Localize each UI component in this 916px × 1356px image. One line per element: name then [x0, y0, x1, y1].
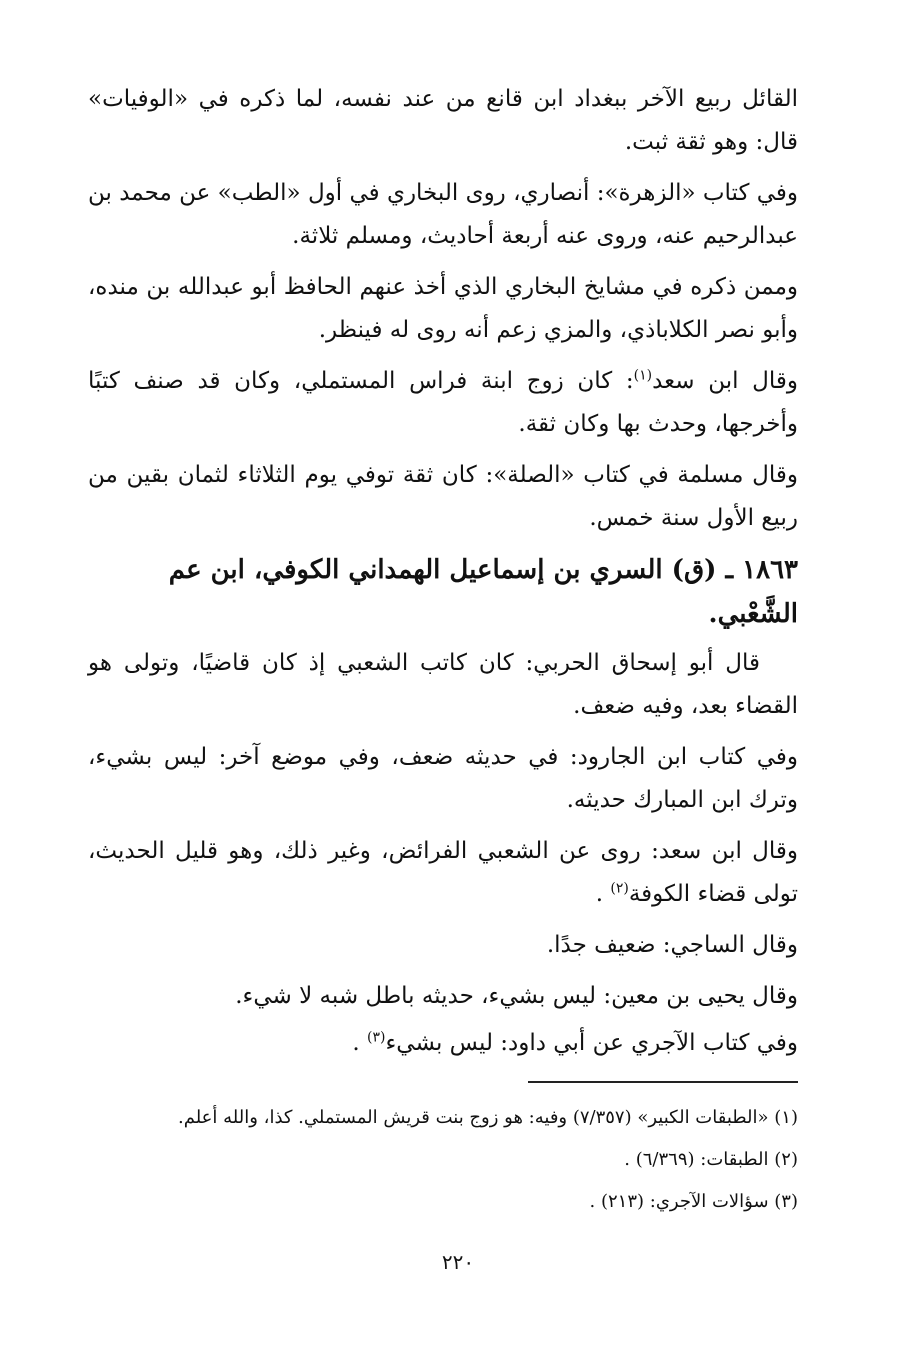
footnote-3: (٣) سؤالات الآجري: (٢١٣) . — [589, 1191, 798, 1212]
footnote-2: (٢) الطبقات: (٦/٣٦٩) . — [624, 1149, 798, 1170]
paragraph-text: : كان زوج ابنة فراس المستملي، وكان قد صنف كتبًا وأخرجها، وحدث بها وكان ثقة. — [88, 368, 798, 437]
footnote-ref: (٢) — [610, 880, 629, 897]
paragraph-saji: وقال الساجي: ضعيف جدًا. — [546, 932, 798, 958]
footnote-ref: (٣) — [367, 1029, 386, 1046]
footnote-ref: (١) — [633, 367, 653, 384]
paragraph-ibn-mandah: وممن ذكره في مشايخ البخاري الذي أخذ عنهم الحافظ أبو عبدالله بن منده، وأبو نصر الكلاباذي، والمزي زعم أنه روى له فينظر. — [88, 274, 798, 343]
paragraph-text: وقال ابن سعد — [652, 368, 798, 394]
entry-heading: ١٨٦٣ ـ (ق) السري بن إسماعيل الهمداني الكوفي، ابن عم الشَّعْبي. — [168, 555, 798, 629]
footnote-divider — [528, 1081, 798, 1083]
page-number: ٢٢٠ — [441, 1250, 475, 1274]
paragraph-ibn-saad-2 — [88, 830, 798, 916]
paragraph-text: . — [352, 1030, 367, 1056]
paragraph-text: وقال ابن سعد: روى عن الشعبي الفرائض، وغير ذلك، وهو قليل الحديث، تولى قضاء الكوفة — [88, 838, 798, 907]
footnote-1: (١) «الطبقات الكبير» (٧/٣٥٧) وفيه: هو زوج بنت قريش المستملي. كذا، والله أعلم. — [178, 1107, 798, 1128]
paragraph-zahra: وفي كتاب «الزهرة»: أنصاري، روى البخاري في أول «الطب» عن محمد بن عبدالرحيم عنه، وروى عنه أربعة أحاديث، ومسلم ثلاثة. — [88, 180, 798, 249]
paragraph-text: . — [595, 881, 611, 907]
paragraph-ibn-jarud: وفي كتاب ابن الجارود: في حديثه ضعف، وفي موضع آخر: ليس بشيء، وترك ابن المبارك حديثه. — [88, 744, 798, 813]
paragraph-wafayat: القائل ربيع الآخر ببغداد ابن قانع من عند نفسه، لما ذكره في «الوفيات» قال: وهو ثقة ثبت. — [88, 86, 798, 155]
paragraph-ibn-maeen: وقال يحيى بن معين: ليس بشيء، حديثه باطل شبه لا شيء. — [235, 983, 798, 1009]
paragraph-maslama: وقال مسلمة في كتاب «الصلة»: كان ثقة توفي يوم الثلاثاء لثمان بقين من ربيع الأول سنة خمس. — [88, 462, 798, 531]
paragraph-text: وفي كتاب الآجري عن أبي داود: ليس بشيء — [385, 1030, 798, 1056]
paragraph-ajurri — [88, 1022, 798, 1065]
paragraph-harbi: قال أبو إسحاق الحربي: كان كاتب الشعبي إذ كان قاضيًا، وتولى هو القضاء بعد، وفيه ضعف. — [88, 650, 798, 719]
paragraph-ibn-saad — [88, 360, 798, 446]
